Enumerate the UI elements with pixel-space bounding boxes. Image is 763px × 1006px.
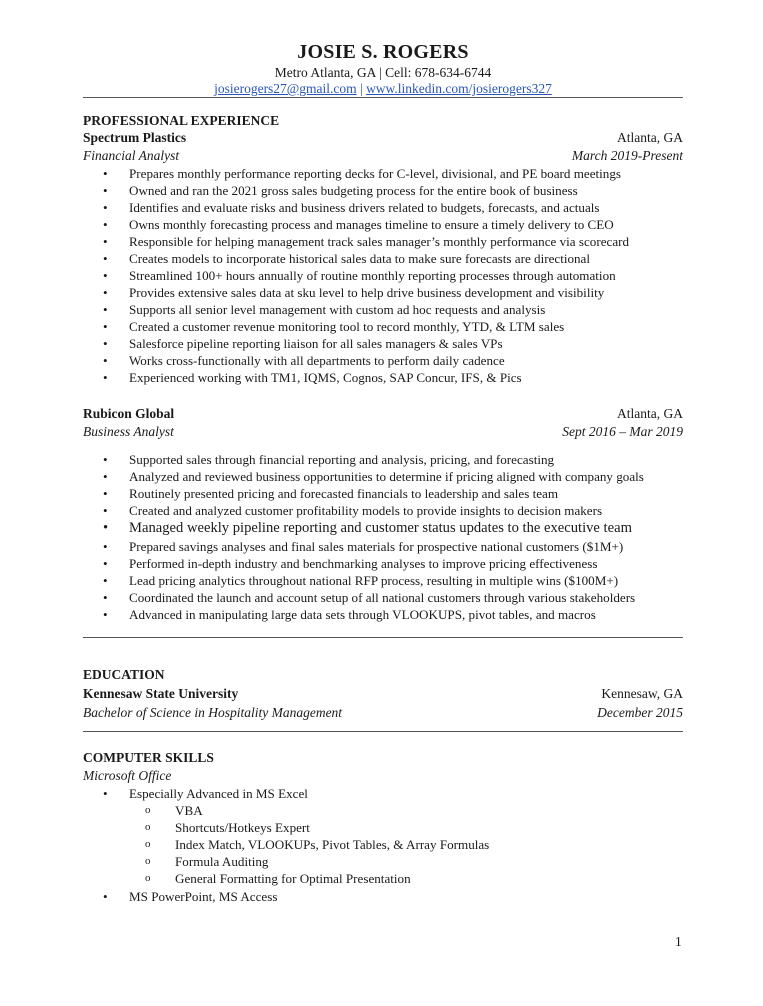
school-name: Kennesaw State University [83,686,239,701]
bullet-item: • Prepares monthly performance reporting decks for C-level, divisional, and PE board meetings [103,166,621,181]
sub-skill-item: o Formula Auditing [145,854,269,869]
bullet-icon: • [103,166,108,181]
education-degree-row [83,705,683,721]
company-name: Rubicon Global [83,406,175,421]
education-divider [83,731,683,732]
skills-list-excel [83,785,703,802]
skill-item: • MS PowerPoint, MS Access [103,889,278,904]
bullet-item: • Owned and ran the 2021 gross sales budgeting process for the entire book of business [103,183,578,198]
bullet-item: • Created and analyzed customer profitability models to provide insights to decision makers [103,503,603,518]
sub-skill-item: o Index Match, VLOOKUPs, Pivot Tables, & Array Formulas [145,837,490,852]
bullet-icon: • [103,503,108,518]
bullet-item: • Analyzed and reviewed business opportunities to determine if pricing aligned with company goals [103,469,644,484]
bullet-icon: • [103,539,108,554]
contact-separator: | [359,81,363,96]
bullet-item: • Coordinated the launch and account setup of all national customers through various stakeholders [103,590,636,605]
job-role: Business Analyst [83,424,174,439]
email-link[interactable]: josierogers27@gmail.com [214,81,357,96]
bullet-item: • Lead pricing analytics throughout national RFP process, resulting in multiple wins ($100M+) [103,573,619,588]
circle-bullet-icon: o [145,872,151,884]
job-location: Atlanta, GA [617,406,683,421]
bullet-item: • Created a customer revenue monitoring tool to record monthly, YTD, & LTM sales [103,319,565,334]
bullet-item: • Creates models to incorporate historical sales data to make sure forecasts are directional [103,251,591,266]
sub-skill-item: o VBA [145,803,203,818]
bullet-icon: • [103,319,108,334]
bullet-icon: • [103,486,108,501]
bullet-icon: • [103,268,108,283]
bullet-item: • Provides extensive sales data at sku level to help drive business development and visibility [103,285,605,300]
section-title-skills: COMPUTER SKILLS [83,750,214,765]
bullet-icon: • [103,889,108,904]
experience-divider [83,637,683,638]
bullet-icon: • [103,336,108,351]
bullet-item: • Experienced working with TM1, IQMS, Cognos, SAP Concur, IFS, & Pics [103,370,522,385]
bullet-icon: • [103,285,108,300]
candidate-name: JOSIE S. ROGERS [297,41,469,63]
bullet-icon: • [103,469,108,484]
bullet-item: • Streamlined 100+ hours annually of routine monthly reporting processes through automation [103,268,616,283]
bullet-icon: • [103,607,108,622]
job-role: Financial Analyst [83,148,180,163]
skills-category: Microsoft Office [83,768,172,783]
section-title-education: EDUCATION [83,667,165,682]
graduation-date: December 2015 [597,705,683,720]
job-role-row-2 [83,424,683,440]
education-header [83,686,683,702]
skill-item: • Especially Advanced in MS Excel [103,786,308,801]
section-title-experience: PROFESSIONAL EXPERIENCE [83,113,280,128]
bullet-icon: • [103,786,108,801]
school-location: Kennesaw, GA [601,686,683,701]
bullet-icon: • [103,251,108,266]
sub-skill-item: o General Formatting for Optimal Presentation [145,871,411,886]
bullet-item: • Prepared savings analyses and final sales materials for prospective national customers ($1M+) [103,539,624,554]
header-divider [83,97,683,98]
job-header-1 [83,130,683,146]
bullet-item: • Supports all senior level management with custom ad hoc requests and analysis [103,302,546,317]
bullet-icon: • [103,590,108,605]
circle-bullet-icon: o [145,804,151,816]
bullet-icon: • [103,556,108,571]
bullet-item: • Identifies and evaluate risks and business drivers related to budgets, forecasts, and actuals [103,200,600,215]
bullet-icon: • [103,452,108,467]
skills-list-other [83,888,703,905]
bullet-item: • Advanced in manipulating large data sets through VLOOKUPS, pivot tables, and macros [103,607,596,622]
job-location: Atlanta, GA [617,130,683,145]
bullet-item: • Works cross-functionally with all departments to perform daily cadence [103,353,505,368]
bullet-icon: • [103,520,109,536]
company-name: Spectrum Plastics [83,130,187,145]
circle-bullet-icon: o [145,855,151,867]
bullet-icon: • [103,370,108,385]
job-role-row-1 [83,148,683,164]
bullet-icon: • [103,200,108,215]
bullet-item: • Supported sales through financial reporting and analysis, pricing, and forecasting [103,452,555,467]
bullet-item: • Responsible for helping management track sales manager’s monthly performance via scorecard [103,234,630,249]
circle-bullet-icon: o [145,838,151,850]
bullet-icon: • [103,217,108,232]
bullet-icon: • [103,302,108,317]
page-number: 1 [675,934,682,949]
bullet-item: • Routinely presented pricing and forecasted financials to leadership and sales team [103,486,559,501]
job-header-2 [83,406,683,422]
bullet-icon: • [103,234,108,249]
job-dates: March 2019-Present [571,148,683,163]
degree: Bachelor of Science in Hospitality Management [83,705,343,720]
location-phone: Metro Atlanta, GA | Cell: 678-634-6744 [274,65,492,80]
job-dates: Sept 2016 – Mar 2019 [562,424,683,439]
job-bullets-1 [83,165,703,386]
contact-links [83,81,683,97]
job-bullets-2 [83,451,703,623]
circle-bullet-icon: o [145,821,151,833]
bullet-item: • Performed in-depth industry and benchmarking analyses to improve pricing effectiveness [103,556,598,571]
sub-skill-item: o Shortcuts/Hotkeys Expert [145,820,310,835]
bullet-icon: • [103,353,108,368]
bullet-icon: • [103,573,108,588]
bullet-item: • Managed weekly pipeline reporting and customer status updates to the executive team [103,520,632,536]
bullet-item: • Owns monthly forecasting process and manages timeline to ensure a timely delivery to CEO [103,217,614,232]
linkedin-link[interactable]: www.linkedin.com/josierogers327 [366,81,552,96]
bullet-icon: • [103,183,108,198]
bullet-item: • Salesforce pipeline reporting liaison for all sales managers & sales VPs [103,336,503,351]
excel-sub-skills [83,802,489,887]
skills-category-row [83,768,683,784]
